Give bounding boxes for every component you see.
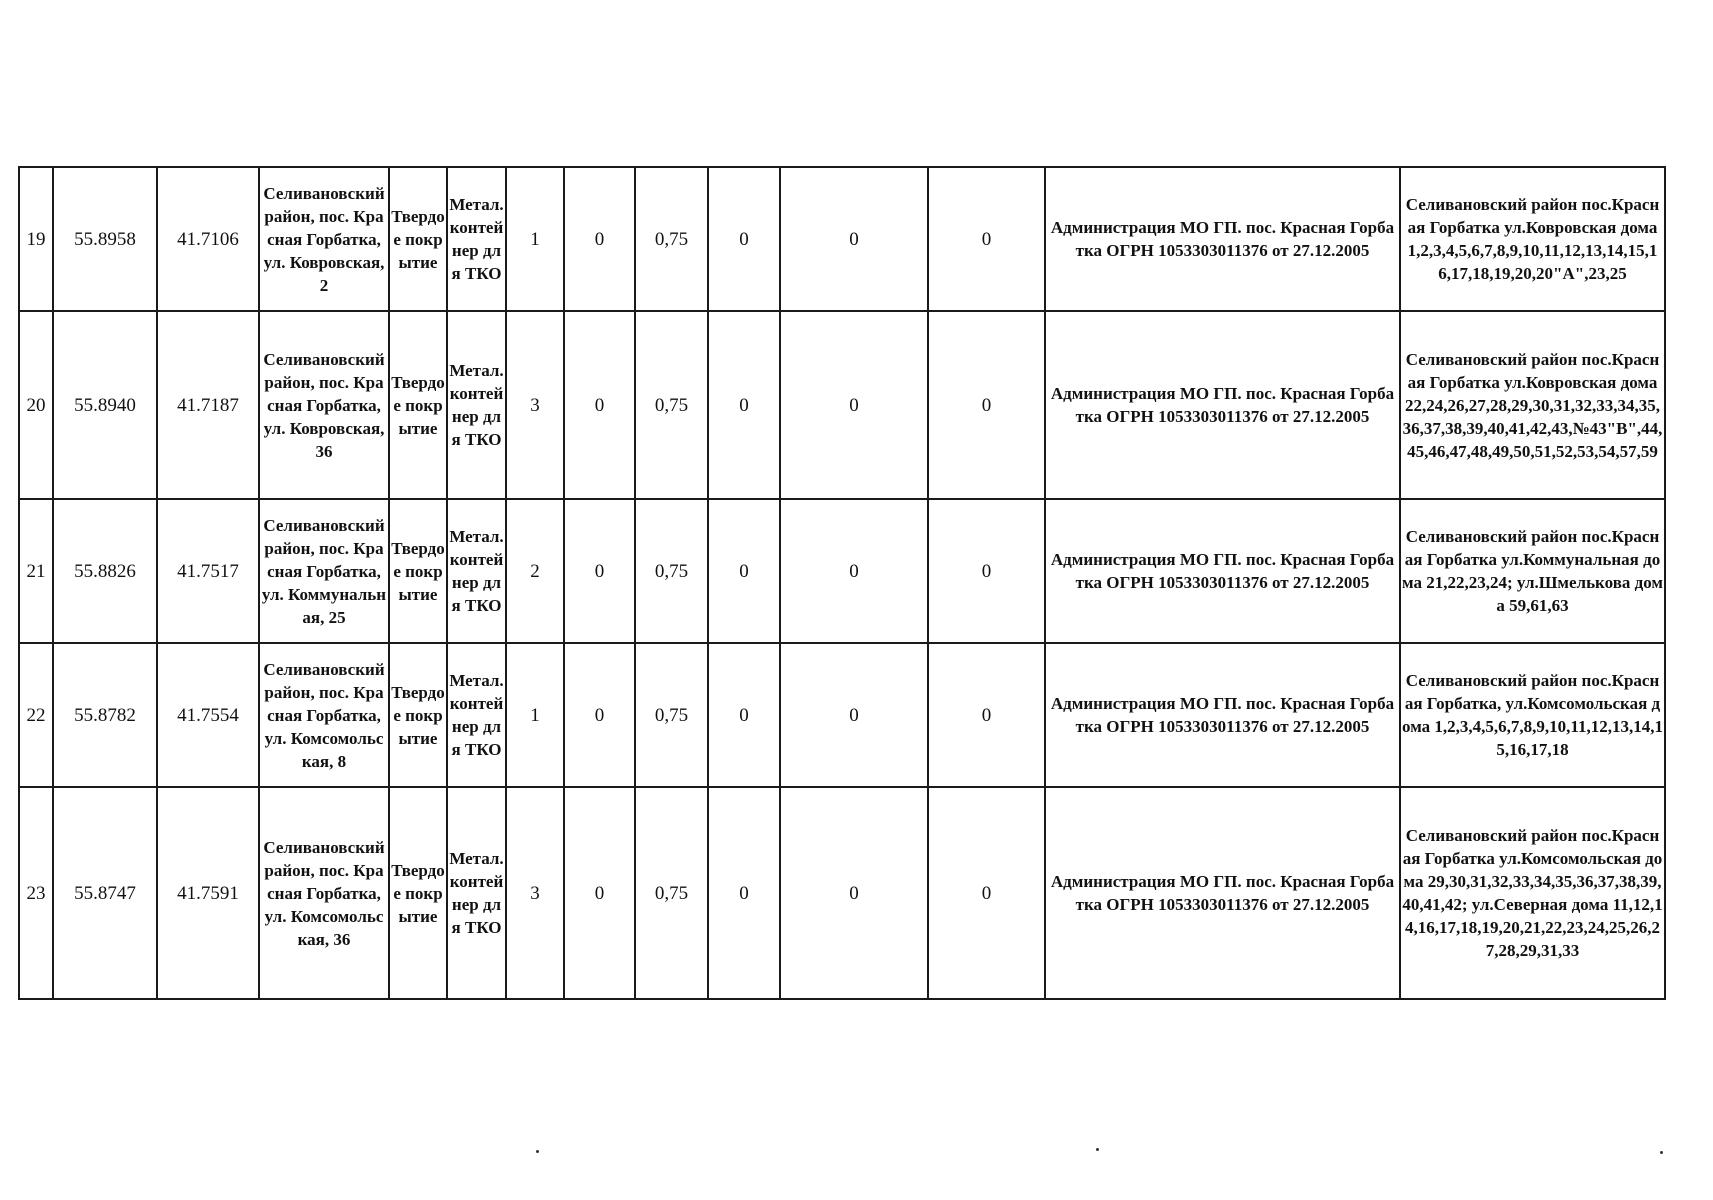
longitude-cell: 41.7554 [157,643,259,787]
value-cell: 0 [780,167,928,311]
waste-source-cell: Селивановский район пос.Красная Горбатка ул.Комсомольская дома 29,30,31,32,33,34,35,36,37,38,39,40,41,42; ул.Северная дома 11,12,14,16,17,18,19,20,21,22,23,24,25,26,27,28,29,31,33 [1400,787,1665,999]
value-cell: 0 [780,787,928,999]
value-cell: 0 [564,643,635,787]
value-cell: 0 [708,167,780,311]
address-cell: Селивановский район, пос. Красная Горбатка, ул. Ковровская, 2 [259,167,389,311]
owner-cell: Администрация МО ГП. пос. Красная Горбатка ОГРН 1053303011376 от 27.12.2005 [1045,167,1400,311]
latitude-cell: 55.8958 [53,167,157,311]
value-cell: 0 [708,311,780,499]
value-cell: 0 [564,311,635,499]
value-cell: 0 [564,787,635,999]
table-row [19,787,1665,999]
volume-cell: 0,75 [635,643,708,787]
volume-cell: 0,75 [635,787,708,999]
value-cell: 0 [780,311,928,499]
container-type-cell: Метал. контейнер для ТКО [447,311,506,499]
value-cell: 0 [564,167,635,311]
container-count-cell: 3 [506,311,564,499]
container-count-cell: 2 [506,499,564,643]
longitude-cell: 41.7591 [157,787,259,999]
address-cell: Селивановский район, пос. Красная Горбатка, ул. Комсомольская, 36 [259,787,389,999]
value-cell: 0 [928,643,1045,787]
surface-cell: Твердое покрытие [389,311,447,499]
table-row [19,499,1665,643]
table-row [19,643,1665,787]
volume-cell: 0,75 [635,499,708,643]
waste-source-cell: Селивановский район пос.Красная Горбатка ул.Ковровская дома 22,24,26,27,28,29,30,31,32,33,34,35,36,37,38,39,40,41,42,43,№43"В",44,45,46,47,48,49,50,51,52,53,54,57,59 [1400,311,1665,499]
surface-cell: Твердое покрытие [389,787,447,999]
waste-source-cell: Селивановский район пос.Красная Горбатка ул.Ковровская дома 1,2,3,4,5,6,7,8,9,10,11,12,13,14,15,16,17,18,19,20,20"А",23,25 [1400,167,1665,311]
value-cell: 0 [708,643,780,787]
owner-cell: Администрация МО ГП. пос. Красная Горбатка ОГРН 1053303011376 от 27.12.2005 [1045,499,1400,643]
waste-source-cell: Селивановский район пос.Красная Горбатка, ул.Комсомольская дома 1,2,3,4,5,6,7,8,9,10,11,12,13,14,15,16,17,18 [1400,643,1665,787]
value-cell: 0 [928,311,1045,499]
address-cell: Селивановский район, пос. Красная Горбатка, ул. Коммунальная, 25 [259,499,389,643]
waste-source-cell: Селивановский район пос.Красная Горбатка ул.Коммунальная дома 21,22,23,24; ул.Шмелькова дома 59,61,63 [1400,499,1665,643]
owner-cell: Администрация МО ГП. пос. Красная Горбатка ОГРН 1053303011376 от 27.12.2005 [1045,643,1400,787]
value-cell: 0 [708,499,780,643]
container-type-cell: Метал. контейнер для ТКО [447,499,506,643]
row-number: 23 [19,787,53,999]
value-cell: 0 [780,643,928,787]
table-row [19,311,1665,499]
value-cell: 0 [928,787,1045,999]
container-type-cell: Метал. контейнер для ТКО [447,643,506,787]
value-cell: 0 [780,499,928,643]
value-cell: 0 [564,499,635,643]
volume-cell: 0,75 [635,167,708,311]
table-row [19,167,1665,311]
latitude-cell: 55.8782 [53,643,157,787]
surface-cell: Твердое покрытие [389,167,447,311]
surface-cell: Твердое покрытие [389,499,447,643]
address-cell: Селивановский район, пос. Красная Горбатка, ул. Ковровская, 36 [259,311,389,499]
container-type-cell: Метал. контейнер для ТКО [447,167,506,311]
row-number: 20 [19,311,53,499]
value-cell: 0 [708,787,780,999]
row-number: 19 [19,167,53,311]
container-count-cell: 1 [506,643,564,787]
longitude-cell: 41.7517 [157,499,259,643]
scan-speck [1660,1151,1663,1154]
longitude-cell: 41.7106 [157,167,259,311]
address-cell: Селивановский район, пос. Красная Горбатка, ул. Комсомольская, 8 [259,643,389,787]
latitude-cell: 55.8747 [53,787,157,999]
owner-cell: Администрация МО ГП. пос. Красная Горбатка ОГРН 1053303011376 от 27.12.2005 [1045,787,1400,999]
volume-cell: 0,75 [635,311,708,499]
latitude-cell: 55.8940 [53,311,157,499]
owner-cell: Администрация МО ГП. пос. Красная Горбатка ОГРН 1053303011376 от 27.12.2005 [1045,311,1400,499]
row-number: 21 [19,499,53,643]
container-type-cell: Метал. контейнер для ТКО [447,787,506,999]
scan-speck [1096,1148,1099,1151]
value-cell: 0 [928,167,1045,311]
surface-cell: Твердое покрытие [389,643,447,787]
longitude-cell: 41.7187 [157,311,259,499]
container-count-cell: 1 [506,167,564,311]
value-cell: 0 [928,499,1045,643]
scan-speck [536,1150,539,1153]
latitude-cell: 55.8826 [53,499,157,643]
row-number: 22 [19,643,53,787]
container-count-cell: 3 [506,787,564,999]
waste-site-registry-table [18,166,1666,1000]
